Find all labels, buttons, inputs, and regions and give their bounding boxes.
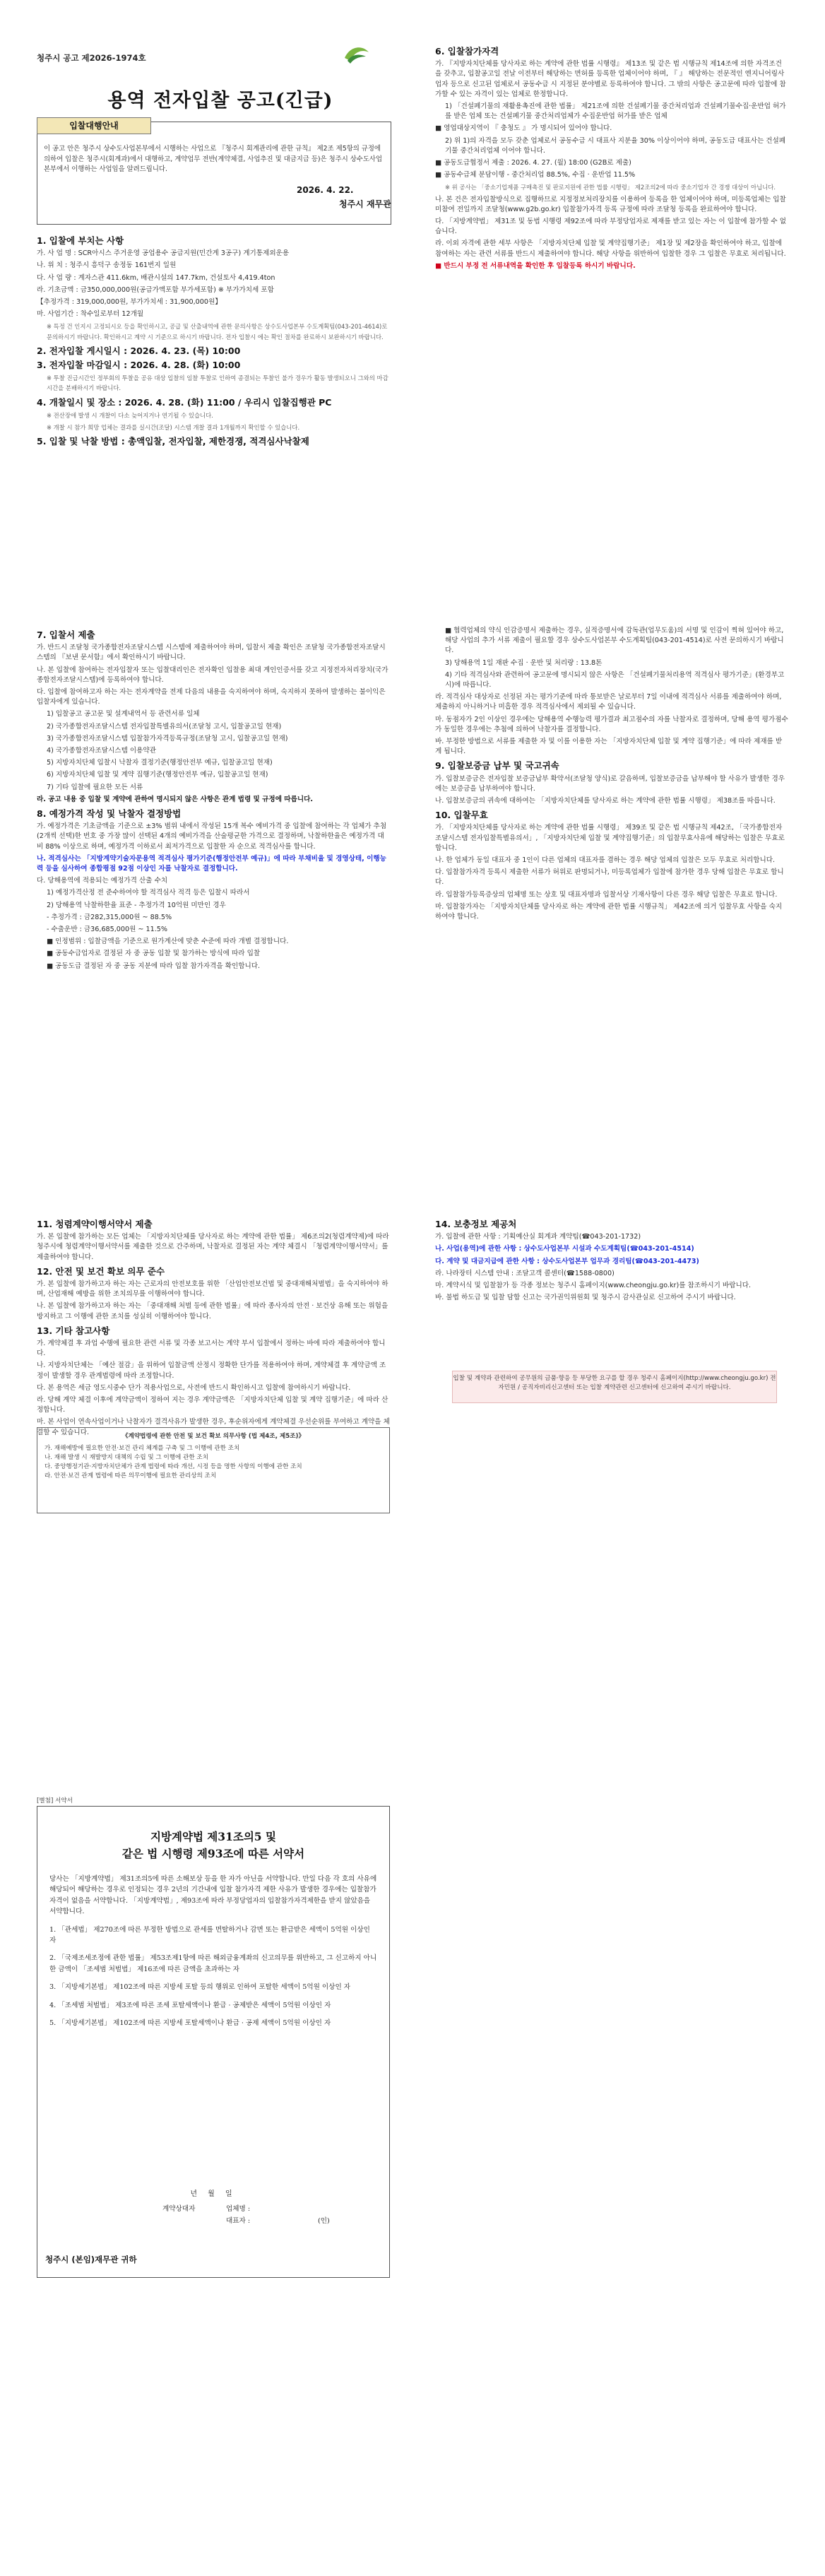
paragraph: 가. 입찰보증금은 전자입찰 보증금납부 확약서(조달청 양식)로 갈음하며, 입찰보증금을 납부해야 할 사유가 발생한 경우에는 보증금을 납부하여야 합니다. bbox=[435, 774, 785, 793]
signer-label: 계약상대자 bbox=[162, 2205, 196, 2213]
document-number: 청주시 공고 제2026-1974호 bbox=[37, 53, 146, 63]
section-left-top bbox=[37, 232, 390, 449]
announcement-date: 2026. 4. 22. bbox=[297, 185, 354, 195]
safety-duty-item: 가. 재해예방에 필요한 안전·보건 관리 체계를 구축 및 그 이행에 관한 조치 bbox=[44, 1445, 240, 1452]
paragraph: ■ 공동도급협정서 제출 : 2026. 4. 27. (월) 18:00 (G2B로 제출) bbox=[435, 159, 631, 167]
paragraph: 나. 본 입찰에 참가하고자 하는 자는 「중대재해 처벌 등에 관한 법률」에 따라 종사자의 안전 · 보건상 유해 또는 위험을 방지하고 그 이행에 관한 조치를 성실히 이행하여야 합니다. bbox=[37, 1302, 388, 1321]
paragraph: 가. 사 업 명 : SCR아시스 주거운영 공업용수 공급지원(민간계 3공구) 계기통제외운용 bbox=[37, 249, 290, 258]
safety-duty-item: 다. 중앙행정기관·지방자치단체가 관계 법령에 따라 개선, 시정 등을 명한 사항의 이행에 관한 조치 bbox=[44, 1463, 302, 1470]
section-heading: 14. 보충정보 제공처 bbox=[435, 1219, 517, 1229]
section-heading: 12. 안전 및 보건 확보 의무 준수 bbox=[37, 1265, 165, 1277]
section-right-top bbox=[435, 42, 788, 273]
paragraph: 1) 입찰공고 공고문 및 설계내역서 등 관련서류 일체 bbox=[47, 710, 200, 719]
section-heading: 4. 개찰일시 및 장소 : 2026. 4. 28. (화) 11:00 / 우리시 입찰집행관 PC bbox=[37, 396, 332, 408]
paragraph: 가. 『지방자치단체를 당사자로 하는 계약에 관한 법률 시행령』 제13조 및 같은 법 시행규칙 제14조에 의한 자격조건을 갖추고, 입찰공고일 전날 이전부터 해당하는 면허를 등록한 업체이어야 하며, 『 』 해당하는 전문적인 엔지니어링사업자 등으로 신고된 업체로서 공동수급 시 지정된 분야별로 등록하여야 합니다. 그 밖의 사항은 공고문에 따라 입찰에 참가할 수 있는 자격이 있는 업체로 한정합니다. bbox=[435, 60, 786, 98]
paragraph: ■ 공동수급업자로 결정된 자 중 공동 입찰 및 참가하는 방식에 따라 입찰 bbox=[47, 950, 261, 958]
section-heading: 13. 기타 참고사항 bbox=[37, 1325, 110, 1336]
paragraph: 나. 입찰보증금의 귀속에 대하여는 「지방자치단체를 당사자로 하는 계약에 관한 법률 시행령」 제38조를 따릅니다. bbox=[435, 797, 776, 805]
bid-guide-text: 이 공고 안은 청주시 상수도사업본부에서 시행하는 사업으로 『청주시 회계관리에 관한 규칙』 제2조 제5항의 규정에 의하여 입찰은 청주시(회계과)에서 대행하고, 계약업무 전반(계약체결, 사업추진 및 대금지급 등)은 청주시 상수도사업본부에서 이행하는 사업임을 알려드립니다. bbox=[44, 145, 383, 173]
paragraph: 나. 본 건은 전자입찰방식으로 집행하므로 지정정보처리장치를 이용하여 등록을 한 업체이어야 하며, 미등록업체는 입찰 미참여 전일까지 조달청(www.g2b.go.kr) 입찰참가자격 등록 규정에 따라 조달청 등록을 완료하여야 합니다. bbox=[435, 195, 786, 213]
paragraph: 다. 계약 및 대금지급에 관한 사항 : 상수도사업본부 업무과 경리팀(☎043-201-4473) bbox=[435, 1257, 699, 1265]
pledge-item: 3. 「지방세기본법」 제102조에 따른 지방세 포탈 등의 행위로 인하여 포탈한 세액이 5억원 이상인 자 bbox=[49, 1983, 351, 1992]
paragraph: 다. 입찰참가자격 등록시 제출한 서류가 허위로 판명되거나, 미등록업체가 입찰에 참가한 경우 당해 입찰은 무효로 합니다. bbox=[435, 868, 784, 887]
paragraph: 나. 위 치 : 청주시 흥덕구 송정동 161번지 일원 bbox=[37, 261, 177, 270]
paragraph: 3) 국가종합전자조달시스템 입찰참가자격등록규정(조달청 고시, 입찰공고일 현재) bbox=[47, 734, 288, 743]
page-title: 용역 전자입찰 공고(긴급) bbox=[107, 90, 333, 112]
section-heading: 1. 입찰에 부치는 사항 bbox=[37, 235, 124, 246]
pledge-title bbox=[37, 1828, 390, 1862]
paragraph: ■ 공동수급체 분담이행 - 중간처리업 88.5%, 수집 · 운반업 11.5% bbox=[435, 171, 636, 179]
pledge-item: 2. 「국제조세조정에 관한 법률」 제53조제1항에 따른 해외금융계좌의 신고의무를 위반하고, 그 신고하지 아니한 금액이 「조세범 처벌법」 제16조에 따른 금액을 초과하는 자 bbox=[49, 1954, 377, 1973]
pledge-recipient: 청주시 (본임)재무관 귀하 bbox=[45, 2255, 137, 2264]
paragraph: 【추정가격 : 319,000,000원, 부가가치세 : 31,900,000원】 bbox=[37, 298, 222, 307]
section-left-bottom bbox=[37, 1215, 390, 1440]
paragraph: ※ 투찰 진급시간인 정부회의 투찰을 공유 대상 입찰의 임찰 투찰로 인하여 종결되는 투찰인 불가 경우가 활동 발생되오니 그와의 마감 시간을 분배하시기 바랍니다. bbox=[47, 374, 388, 392]
signer-label bbox=[162, 2215, 226, 2227]
paragraph: 4) 국가종합전자조달시스템 이용약관 bbox=[47, 747, 156, 755]
pledge-signature bbox=[162, 2203, 374, 2227]
safety-duty-item: 라. 안전·보건 관계 법령에 따른 의무이행에 필요한 관리상의 조치 bbox=[44, 1472, 217, 1479]
paragraph: 마. 입찰참가자는 「지방자치단체를 당사자로 하는 계약에 관한 법률 시행규칙」 제42조에 의거 입찰무효 사항을 숙지하여야 합니다. bbox=[435, 902, 783, 921]
paragraph: 라. 이외 자격에 관한 세부 사항은 「지방자치단체 입찰 및 계약집행기준」 제1장 및 제2장을 확인하여야 하고, 입찰에 참여하는 자는 관련 서류를 반드시 제출하여야 합니다. 해당 사항을 위반하여 입찰한 경우 그 입찰은 무효로 처리됩니다. bbox=[435, 240, 786, 258]
paragraph: 라. 나라장터 시스템 안내 : 조달고객 콜센터(☎1588-0800) bbox=[435, 1269, 615, 1277]
pledge-item: 1. 「관세법」 제270조에 따른 부정한 방법으로 관세를 면탈하거나 감면 또는 환급받은 세액이 5억원 이상인 자 bbox=[49, 1925, 370, 1945]
pledge-title-line: 같은 법 시행령 제93조에 따른 서약서 bbox=[121, 1847, 305, 1860]
paragraph: 가. 입찰에 관한 사항 : 기획예산실 회계과 계약팀(☎043-201-1732) bbox=[435, 1233, 641, 1241]
section-heading: 11. 청렴계약이행서약서 제출 bbox=[37, 1219, 153, 1229]
paragraph: 마. 본 사업이 연속사업이거나 낙찰자가 결격사유가 발생한 경우, 후순위자에게 계약체결 우선순위를 부여하고 계약을 체결할 수 있습니다. bbox=[37, 1418, 390, 1436]
representative-label: 대표자 : bbox=[226, 2217, 251, 2225]
paragraph: 라. 공고 내용 중 입찰 및 계약에 관하여 명시되지 않은 사항은 관계 법령 및 규정에 따릅니다. bbox=[37, 795, 314, 803]
safety-duty-title: 《계약법령에 관한 안전 및 보건 확보 의무사항 (법 제4조, 제5조)》 bbox=[121, 1433, 305, 1440]
section-heading: 10. 입찰무효 bbox=[435, 810, 488, 821]
paragraph: ■ 반드시 부정 전 서류내역을 확인한 후 입찰등록 하시기 바랍니다. bbox=[435, 261, 636, 270]
paragraph: 나. 본 입찰에 참여하는 전자입찰자 또는 입찰대리인은 전자확인 입찰용 최대 계인인증서를 갖고 지정전자처리장치(국가종합전자조달시스템)에 등록하여야 합니다. bbox=[37, 666, 388, 684]
section-right-mid bbox=[435, 626, 788, 924]
paragraph: 나. 적격심사는 「지방계약기술자문용역 적격심사 평가기준(행정안전부 예규)」에 따라 부채비율 및 경영상태, 이행능력 등을 심사하여 종합평점 92점 이상인 자를 낙찰자로 결정합니다. bbox=[37, 854, 386, 873]
paragraph: ■ 인정범위 : 입찰금액을 기준으로 원가계산에 맞춘 수준에 따라 개별 결정합니다. bbox=[47, 938, 289, 946]
paragraph: 4) 기타 적격심사와 관련하여 공고문에 명시되지 않은 사항은 「건설폐기물처리용역 적격심사 평가기준」(환경부고시)에 따릅니다. bbox=[445, 670, 785, 690]
paragraph: 3) 당해용역 1일 재판 수집 · 운반 및 처리량 : 13.8톤 bbox=[445, 658, 603, 667]
paragraph: 가. 예정가격은 기초금액을 기준으로 ±3% 범위 내에서 작성된 15개 복수 예비가격 중 입찰에 참여하는 각 업체가 추첨(2개씩 선택)한 번호 중 가장 많이 선택된 4개의 예비가격을 산술평균한 가격으로 결정하며, 낙찰하한율은 예정가격 대비 88% 이상으로 하며, 예정가격 이하로서 최저가격으로 입찰한 자 순으로 적격심사를 합니다. bbox=[37, 822, 387, 851]
paragraph: 라. 당해 계약 체결 이후에 계약금액이 정하여 지는 경우 계약금액은 「지방자치단체 입찰 및 계약 집행기준」에 따라 산정합니다. bbox=[37, 1396, 388, 1414]
section-heading: 2. 전자입찰 게시일시 : 2026. 4. 23. (목) 10:00 bbox=[37, 345, 241, 356]
paragraph: ※ 위 공사는 「중소기업제품 구매촉진 및 판로지원에 관한 법률 시행령」 제2조의2에 따라 중소기업자 간 경쟁 대상이 아닙니다. bbox=[445, 184, 776, 191]
safety-duty-item: 나. 재해 발생 시 재발방지 대책의 수립 및 그 이행에 관한 조치 bbox=[44, 1454, 209, 1461]
paragraph: 나. 사업(용역)에 관한 사항 : 상수도사업본부 시설과 수도계획팀(☎043-201-4514) bbox=[435, 1245, 694, 1253]
pledge-date: 년 월 일 bbox=[190, 2190, 237, 2198]
section-heading: 7. 입찰서 제출 bbox=[37, 630, 95, 640]
paragraph: 가. 반드시 조달청 국가종합전자조달시스템 시스템에 제출하여야 하며, 입찰서 제출 확인은 조달청 국가종합전자조달시스템의 『보낸 문서함』에서 확인하시기 바랍니다. bbox=[37, 644, 386, 662]
paragraph: ■ 영업대상지역이 『 충청도 』 가 명시되어 있어야 합니다. bbox=[435, 124, 612, 133]
paragraph: 마. 사업기간 : 착수일로부터 12개월 bbox=[37, 310, 144, 319]
paragraph: ※ 특정 건 인지시 고정되시오 등을 확인하시고, 공급 및 산출내역에 관한 문의사항은 상수도사업본부 수도계획팀(043-201-4614)로 문의하시기 바랍니다. 확인하시고 계약 시 기준으로 하시기 바랍니다. 전자 입찰시 에는 확인 절차를 완료하시 보완하시기 바랍니다. bbox=[47, 323, 388, 341]
bid-guide-tab: 입찰대행안내 bbox=[37, 117, 151, 134]
paragraph: 2) 당해용역 낙찰하한율 표준 - 추정가격 10억원 미만인 경우 bbox=[47, 901, 226, 909]
pledge-item: 4. 「조세범 처벌법」 제3조에 따른 조세 포탈세액이나 환급 · 공제받은 세액이 5억원 이상인 자 bbox=[49, 2001, 331, 2009]
paragraph: ■ 협력업체의 약식 인감증명서 제출하는 경우, 실적증명서에 감독관(업무도움)의 서명 및 인감이 찍혀 있어야 하고, 해당 사업의 추가 서류 제출이 필요할 경우 상수도사업본부 수도계획팀(043-201-4514)로 사전 문의하시기 바랍니다. bbox=[445, 627, 784, 655]
pledge-intro: 당사는 「지방계약법」 제31조의5에 따른 소해보상 등을 한 자가 아닌을 서약합니다. 만일 다음 각 호의 사유에 해당되어 해당하는 경우로 인정되는 경우 2년의 기간내에 입찰 참가자격 제한 사유가 발생한 경우에는 입찰참가 자격이 없음을 서약합니다. 「지방계약법」, 제93조에 따라 부정당업자의 입찰참가자격제한을 받지 않았음을 서약합니다. bbox=[49, 1875, 377, 1916]
paragraph: 2) 국가종합전자조달시스템 전자입찰특별유의서(조달청 고시, 입찰공고일 현재) bbox=[47, 722, 282, 731]
section-left-mid bbox=[37, 626, 390, 974]
corruption-report-box: 입찰 및 계약과 관련하여 공무원의 금품·향응 등 부당한 요구를 할 경우 청주시 홈페이지(http://www.cheongju.go.kr) 전자민원 / 공직자비리신고센터 또는 입찰 계약관련 신고센터에 신고하여 주시기 바랍니다. bbox=[452, 1371, 777, 1403]
paragraph: 라. 적격심사 대상자로 선정된 자는 평가기준에 따라 통보받은 날로부터 7일 이내에 적격심사 서류를 제출하여야 하며, 제출하지 아니하거나 미흡한 경우 적격심사에서 제외될 수 있습니다. bbox=[435, 693, 782, 711]
paragraph: 가. 본 입찰에 참가하는 모든 업체는 「지방자치단체를 당사자로 하는 계약에 관한 법률」 제6조의2(청렴계약제)에 따라 청주시에 청렴계약이행서약서를 제출한 것으로 간주하며, 낙찰자로 결정된 자는 계약 체결시 「청렴계약이행서약서」를 제출하여야 합니다. bbox=[37, 1233, 389, 1261]
paragraph: 바. 부정한 방법으로 서류를 제출한 자 및 이를 이용한 자는 「지방자치단체 입찰 및 계약 집행기준」에 따라 제재를 받게 됩니다. bbox=[435, 738, 783, 756]
pledge-item: 5. 「지방세기본법」 제102조에 따른 지방세 포탈세액이나 환급 · 공제 세액이 5억원 이상인 자 bbox=[49, 2019, 331, 2028]
paragraph: 5) 지방자치단체 입찰시 낙찰자 결정기준(행정안전부 예규, 입찰공고일 현재) bbox=[47, 759, 273, 767]
paragraph: 1) 예정가격산정 전 준수하여야 할 적격심사 적격 등은 입찰시 따라서 bbox=[47, 889, 250, 897]
paragraph: 다. 당해용역에 적용되는 예정가격 산출 수치 bbox=[37, 877, 168, 885]
paragraph: - 추정가격 : 금282,315,000원 ~ 88.5% bbox=[47, 913, 172, 921]
pledge-title-line: 지방계약법 제31조의5 및 bbox=[150, 1830, 276, 1843]
company-name-label: 업체명 : bbox=[226, 2205, 251, 2213]
paragraph: 다. 입찰에 참여하고자 하는 자는 전자계약을 전제 다음의 내용을 숙지하여야 하며, 숙지하지 못하여 발생하는 불이익은 입찰자에게 있습니다. bbox=[37, 688, 386, 707]
paragraph: - 수출운반 : 금36,685,000원 ~ 11.5% bbox=[47, 926, 167, 934]
paragraph: 바. 불법 하도급 및 입찰 담합 신고는 국가권익위원회 및 청주시 감사관실로 신고하여 주시기 바랍니다. bbox=[435, 1294, 736, 1302]
paragraph: 다. 「지방계약법」 제31조 및 동법 시행령 제92조에 따라 부정당업자로 제재를 받고 있는 자는 이 입찰에 참가할 수 없습니다. bbox=[435, 218, 786, 236]
paragraph: 가. 계약체결 후 과업 수행에 필요한 관련 서류 및 각종 보고서는 계약 부서 입찰에서 정하는 바에 따라 제출하여야 합니다. bbox=[37, 1340, 386, 1358]
safety-duty-box bbox=[37, 1427, 390, 1513]
attachment-label: [별첨] 서약서 bbox=[37, 1797, 73, 1804]
paragraph: 7) 기타 입찰에 필요한 모든 서류 bbox=[47, 783, 143, 791]
paragraph: 마. 동점자가 2인 이상인 경우에는 당해용역 수행능력 평가결과 최고점수의 자를 낙찰자로 결정하며, 당해 용역 평가점수가 동일한 경우에는 추첨에 의하여 낙찰자를 결정합니다. bbox=[435, 715, 788, 733]
section-heading: 3. 전자입찰 마감일시 : 2026. 4. 28. (화) 10:00 bbox=[37, 360, 241, 371]
paragraph: ※ 전산장애 발생 시 개찰이 다소 늦어지거나 연기될 수 있습니다. bbox=[47, 411, 213, 419]
section-heading: 8. 예정가격 작성 및 낙찰자 결정방법 bbox=[37, 808, 182, 820]
paragraph: 나. 지방자치단체는 「예산 절감」을 위하여 입찰금액 산정시 정확한 단가를 적용하여야 하며, 계약체결 후 계약금액 조정이 발생할 경우 관계법령에 따라 조정합니다. bbox=[37, 1361, 386, 1380]
paragraph: 라. 입찰참가등록증상의 업체명 또는 상호 및 대표자명과 입찰서상 기재사항이 다른 경우 해당 입찰은 무효로 합니다. bbox=[435, 890, 778, 899]
pledge-body bbox=[49, 1874, 377, 2036]
paragraph: 마. 계약서식 및 입찰참가 등 각종 정보는 청주시 홈페이지(www.cheongju.go.kr)를 참조하시기 바랍니다. bbox=[435, 1282, 752, 1290]
paragraph: ※ 개찰 시 참가 희망 업체는 결과를 실시간(조달) 시스템 개찰 결과 1개월까지 확인할 수 있습니다. bbox=[47, 424, 300, 432]
paragraph: 가. 본 입찰에 참가하고자 하는 자는 근로자의 안전보호를 위한 「산업안전보건법 및 중대재해처벌법」을 숙지하여야 하며, 산업재해 예방을 위한 조치의무를 이행하여야 합니다. bbox=[37, 1280, 388, 1299]
paragraph: 가. 「지방자치단체를 당사자로 하는 계약에 관한 법률 시행령」 제39조 및 같은 법 시행규칙 제42조, 「국가종합전자조달시스템 전자입찰특별유의서」, 「지방자치단체 입찰 및 계약집행기준」의 입찰무효사유에 해당하는 입찰은 무효로 합니다. bbox=[435, 824, 785, 852]
paragraph: 1) 「건설폐기물의 재활용촉진에 관한 법률」 제21조에 의한 건설폐기물 중간처리업과 건설폐기물수집·운반업 허가를 받은 업체 또는 건설폐기물 중간처리업체가 수집운반업 허가를 받은 업체 bbox=[445, 102, 786, 121]
paragraph: 나. 한 업체가 동일 대표자 중 1인이 다른 업체의 대표자를 겸하는 경우 해당 업체의 입찰은 모두 무효로 처리합니다. bbox=[435, 856, 776, 865]
paragraph: 라. 기초금액 : 금350,000,000원(공급가액포함 부가세포함) ※ 부가가치세 포함 bbox=[37, 285, 274, 294]
section-heading: 6. 입찰참가자격 bbox=[435, 46, 499, 57]
paragraph: 6) 지방자치단체 입찰 및 계약 집행기준(행정안전부 예규, 입찰공고일 현재) bbox=[47, 771, 268, 779]
section-heading: 5. 입찰 및 낙찰 방법 : 총액입찰, 전자입찰, 제한경쟁, 적격심사낙찰제 bbox=[37, 436, 309, 447]
paragraph: 2) 위 1)의 자격을 모두 갖춘 업체로서 공동수급 시 대표사 지분율 30% 이상이어야 하며, 공동도급 대표사는 건설폐기물 중간처리업체 이어야 합니다. bbox=[445, 136, 786, 155]
paragraph: 다. 본 용역은 세금 영도시중수 단가 적용사업으로, 사전에 반드시 확인하시고 입찰에 참여하시기 바랍니다. bbox=[37, 1383, 351, 1392]
cheongju-logo bbox=[338, 42, 373, 66]
seal-mark: (인) bbox=[318, 2217, 330, 2225]
issuer: 청주시 재무관 bbox=[339, 199, 391, 209]
section-heading: 9. 입찰보증금 납부 및 국고귀속 bbox=[435, 760, 559, 772]
paragraph: 다. 사 업 량 : 계자스관 411.6km, 배관시설의 147.7km, 건설토사 4,419.4ton bbox=[37, 273, 275, 282]
paragraph: ■ 공동도급 결정된 자 중 공동 지분에 따라 입찰 참가자격을 확인합니다. bbox=[47, 962, 261, 970]
section-right-bottom bbox=[435, 1215, 788, 1305]
